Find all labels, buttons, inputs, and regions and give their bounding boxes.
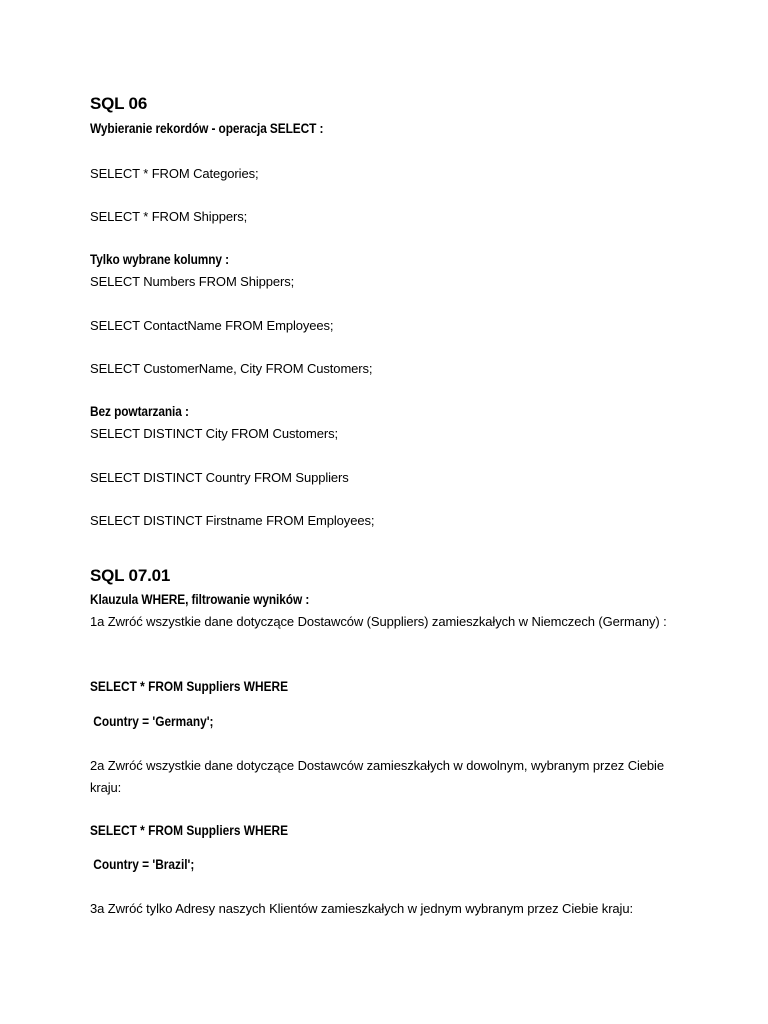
- heading-distinct: Bez powtarzania :: [90, 404, 189, 419]
- task-2a-query-line2: Country = 'Brazil';: [90, 857, 195, 872]
- task-3a: 3a Zwróć tylko Adresy naszych Klientów zamieszkałych w jednym wybranym przez Ciebie kraju:: [90, 901, 633, 916]
- query-line: SELECT CustomerName, City FROM Customers;: [90, 361, 373, 376]
- query-line: SELECT DISTINCT Country FROM Suppliers: [90, 470, 349, 485]
- task-2a-query-line1: SELECT * FROM Suppliers WHERE: [90, 823, 289, 838]
- section-subtitle-where: Klauzula WHERE, filtrowanie wyników :: [90, 592, 310, 607]
- heading-selected-columns: Tylko wybrane kolumny :: [90, 252, 230, 267]
- query-line: SELECT * FROM Categories;: [90, 166, 259, 181]
- task-1a: 1a Zwróć wszystkie dane dotyczące Dostawców (Suppliers) zamieszkałych w Niemczech (Germany) :: [90, 614, 667, 629]
- query-line: SELECT * FROM Shippers;: [90, 209, 248, 224]
- task-2a: 2a Zwróć wszystkie dane dotyczące Dostawców zamieszkałych w dowolnym, wybranym przez Ciebie kraju:: [90, 758, 664, 795]
- task-1a-query-line2: Country = 'Germany';: [90, 714, 214, 729]
- query-line: SELECT DISTINCT City FROM Customers;: [90, 426, 339, 441]
- section-title-sql0701: SQL 07.01: [90, 566, 171, 585]
- task-1a-query-line1: SELECT * FROM Suppliers WHERE: [90, 679, 289, 694]
- query-line: SELECT Numbers FROM Shippers;: [90, 274, 295, 289]
- section-title-sql06: SQL 06: [90, 94, 148, 113]
- section-subtitle-select: Wybieranie rekordów - operacja SELECT :: [90, 121, 324, 136]
- query-line: SELECT DISTINCT Firstname FROM Employees;: [90, 513, 375, 528]
- query-line: SELECT ContactName FROM Employees;: [90, 318, 334, 333]
